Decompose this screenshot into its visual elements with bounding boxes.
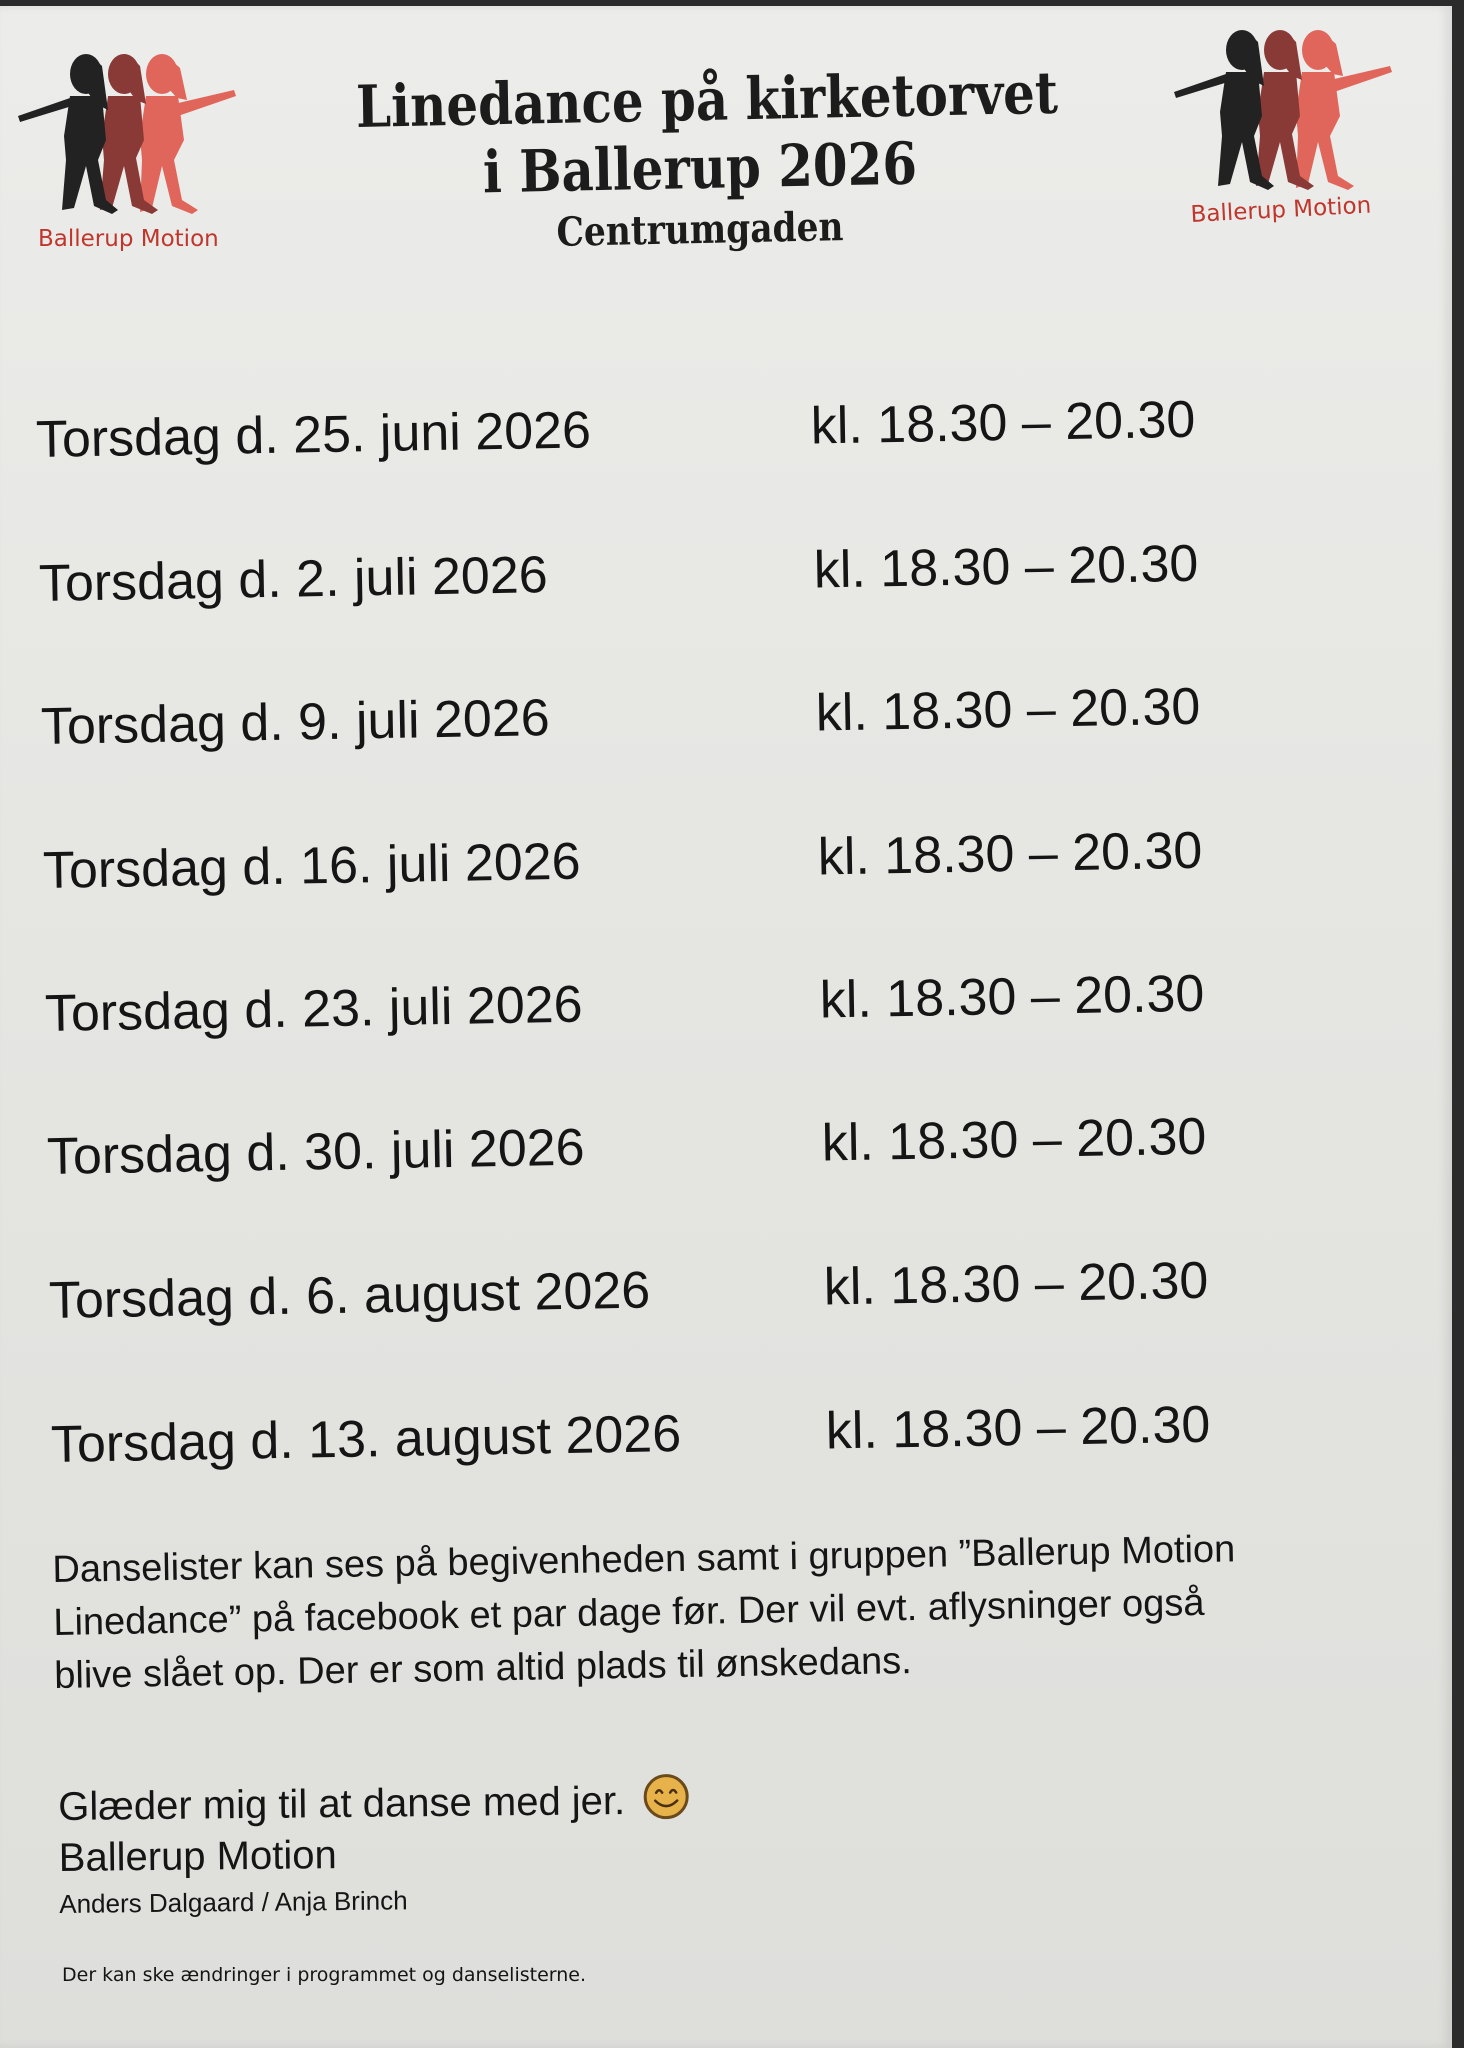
schedule-row [44, 964, 1205, 1054]
organizer-names: Anders Dalgaard / Anja Brinch [59, 1885, 408, 1919]
page-title: Linedance på kirketorvet [355, 58, 1059, 141]
schedule-date: Torsdag d. 13. august 2026 [50, 1405, 682, 1474]
footnote: Der kan ske ændringer i programmet og danselisterne. [62, 1964, 587, 1986]
schedule-date: Torsdag d. 9. juli 2026 [40, 689, 551, 756]
info-line: Linedance” på facebook et par dage før. Der vil evt. aflysninger også [53, 1581, 1205, 1644]
schedule-row [42, 821, 1203, 911]
logo-text: Ballerup Motion [1190, 192, 1372, 228]
schedule-row [50, 1395, 1211, 1485]
schedule-row [38, 534, 1199, 624]
schedule-time: kl. 18.30 – 20.30 [815, 677, 1201, 743]
page-title-line2: i Ballerup 2026 [482, 129, 918, 207]
schedule-time: kl. 18.30 – 20.30 [817, 821, 1203, 887]
logo-text: Ballerup Motion [38, 226, 219, 252]
info-line: Danselister kan ses på begivenheden samt i gruppen ”Ballerup Motion [52, 1528, 1236, 1591]
flyer-paper [0, 6, 1452, 2048]
signoff [58, 1775, 690, 1924]
schedule-date: Torsdag d. 2. juli 2026 [38, 546, 549, 613]
info-paragraph [52, 1520, 1445, 1703]
schedule-time: kl. 18.30 – 20.30 [825, 1395, 1211, 1461]
organization-name: Ballerup Motion [58, 1833, 337, 1880]
schedule-row [40, 677, 1201, 767]
schedule-row [46, 1107, 1207, 1197]
schedule-time: kl. 18.30 – 20.30 [823, 1251, 1209, 1317]
schedule-date: Torsdag d. 16. juli 2026 [42, 832, 582, 900]
schedule-date: Torsdag d. 23. juli 2026 [44, 975, 584, 1043]
schedule-time: kl. 18.30 – 20.30 [819, 964, 1205, 1030]
schedule-date: Torsdag d. 6. august 2026 [48, 1261, 651, 1330]
schedule-time: kl. 18.30 – 20.30 [813, 534, 1199, 600]
schedule-date: Torsdag d. 25. juni 2026 [35, 401, 592, 469]
schedule-row [48, 1251, 1209, 1341]
greeting-text: Glæder mig til at danse med jer. [58, 1779, 626, 1829]
schedule-row [35, 390, 1196, 480]
smiling-face-icon [643, 1773, 689, 1819]
schedule-time: kl. 18.30 – 20.30 [810, 390, 1196, 456]
schedule-list [0, 6, 1452, 1506]
schedule-time: kl. 18.30 – 20.30 [821, 1107, 1207, 1173]
page-subtitle: Centrumgaden [556, 203, 844, 256]
info-line: blive slået op. Der er som altid plads til ønskedans. [53, 1640, 913, 1697]
schedule-date: Torsdag d. 30. juli 2026 [46, 1118, 586, 1186]
greeting-line [58, 1775, 689, 1832]
